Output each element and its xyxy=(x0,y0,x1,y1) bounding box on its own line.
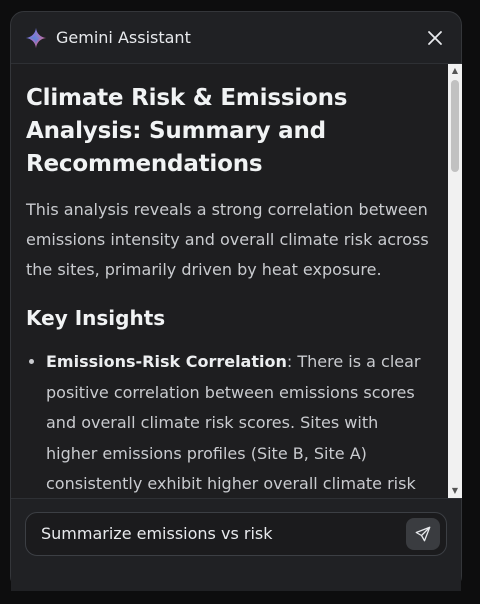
panel-header xyxy=(11,12,461,64)
prompt-box xyxy=(25,512,447,556)
assistant-panel xyxy=(10,11,462,590)
scroll-down-arrow-icon[interactable]: ▼ xyxy=(451,486,459,495)
insights-heading: Key Insights xyxy=(26,306,166,330)
panel-footer xyxy=(11,498,461,591)
insight-label: Emissions-Risk Correlation xyxy=(46,352,287,371)
scroll-thumb[interactable] xyxy=(451,80,459,172)
insight-text: : There is a clear positive correlation between emissions scores and overall climate risk scores. Sites with higher emissions profiles (Site B, Site A) consistently exhibit higher overall climate risk xyxy=(46,352,421,493)
close-icon[interactable] xyxy=(423,26,447,50)
scroll-up-arrow-icon[interactable]: ▲ xyxy=(451,66,459,75)
prompt-input[interactable] xyxy=(41,513,381,555)
response-scroll-area[interactable] xyxy=(11,64,448,498)
response-intro: This analysis reveals a strong correlation between emissions intensity and overall climate risk across the sites, primarily driven by heat exposure. xyxy=(26,200,429,279)
gemini-sparkle-icon xyxy=(25,27,47,49)
send-icon xyxy=(414,525,432,543)
panel-title: Gemini Assistant xyxy=(56,28,191,47)
scrollbar[interactable] xyxy=(448,64,462,498)
send-button[interactable] xyxy=(406,518,440,550)
response-content xyxy=(11,64,448,561)
response-heading: Climate Risk & Emissions Analysis: Summary and Recommendations xyxy=(26,85,348,177)
